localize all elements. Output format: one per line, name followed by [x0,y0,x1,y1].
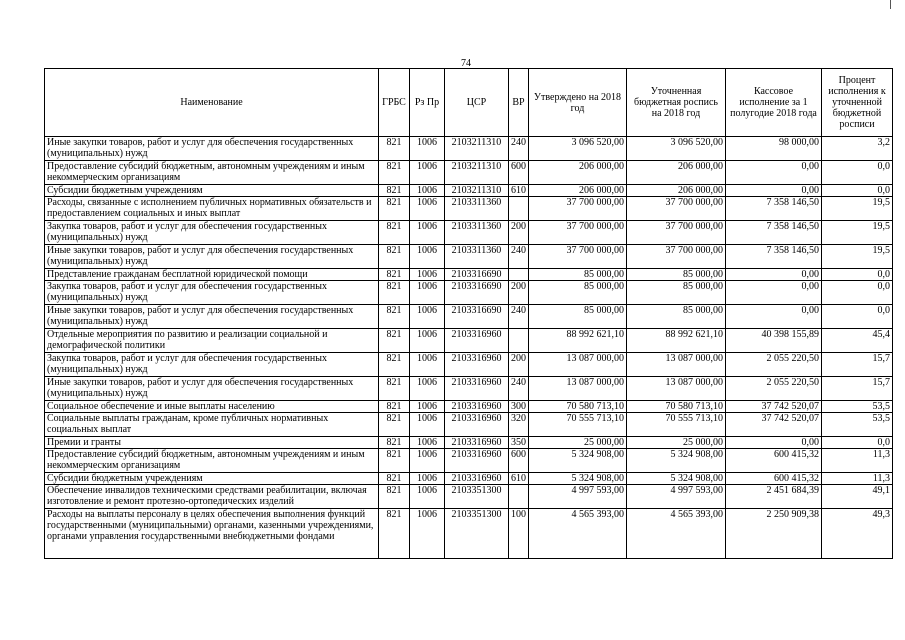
row-csr-cell: 2103316960 [445,377,509,401]
table-row [45,401,893,413]
row-grbs-cell: 821 [379,377,410,401]
row-name-cell: Отдельные мероприятия по развитию и реализации социальной и демографической политики [45,329,379,353]
row-cash-cell: 37 742 520,07 [726,413,822,437]
row-vr-cell: 240 [509,377,529,401]
row-grbs-cell: 821 [379,485,410,509]
row-grbs-cell: 821 [379,401,410,413]
row-approved-cell: 25 000,00 [529,437,627,449]
row-name-cell: Иные закупки товаров, работ и услуг для обеспечения государственных (муниципальных) нужд [45,137,379,161]
row-csr-cell: 2103316960 [445,473,509,485]
row-cash-cell: 2 055 220,50 [726,377,822,401]
row-percent-cell: 0,0 [822,185,893,197]
row-name-cell: Обеспечение инвалидов техническими средствами реабилитации, включая изготовление и ремонт протезно-ортопедических изделий [45,485,379,509]
row-grbs-cell: 821 [379,221,410,245]
row-percent-cell: 19,5 [822,245,893,269]
edge-mark [890,0,891,9]
row-rzpr-cell: 1006 [410,197,445,221]
table-row [45,377,893,401]
row-revised-cell: 70 555 713,10 [627,413,726,437]
row-approved-cell: 206 000,00 [529,161,627,185]
row-percent-cell: 49,1 [822,485,893,509]
row-revised-cell: 4 565 393,00 [627,509,726,559]
row-revised-cell: 3 096 520,00 [627,137,726,161]
row-cash-cell: 2 250 909,38 [726,509,822,559]
table-row [45,413,893,437]
row-percent-cell: 49,3 [822,509,893,559]
row-percent-cell: 11,3 [822,473,893,485]
row-revised-cell: 25 000,00 [627,437,726,449]
row-percent-cell: 3,2 [822,137,893,161]
row-approved-cell: 5 324 908,00 [529,449,627,473]
row-cash-cell: 0,00 [726,437,822,449]
row-csr-cell: 2103316960 [445,413,509,437]
row-vr-cell [509,269,529,281]
row-csr-cell: 2103311360 [445,221,509,245]
row-approved-cell: 85 000,00 [529,281,627,305]
row-revised-cell: 13 087 000,00 [627,353,726,377]
table-row [45,197,893,221]
row-grbs-cell: 821 [379,413,410,437]
row-cash-cell: 600 415,32 [726,473,822,485]
row-vr-cell: 610 [509,185,529,197]
row-name-cell: Субсидии бюджетным учреждениям [45,185,379,197]
row-revised-cell: 4 997 593,00 [627,485,726,509]
row-vr-cell: 240 [509,245,529,269]
row-approved-cell: 4 565 393,00 [529,509,627,559]
row-name-cell: Предоставление субсидий бюджетным, автономным учреждениям и иным некоммерческим организациям [45,161,379,185]
row-grbs-cell: 821 [379,161,410,185]
table-row [45,509,893,559]
row-name-cell: Расходы на выплаты персоналу в целях обеспечения выполнения функций государственными (муниципальными) органами, казенными учреждениями, органами управления государственными внебюджетными фондами [45,509,379,559]
row-csr-cell: 2103316960 [445,437,509,449]
header-rzpr: Рз Пр [410,69,445,137]
row-percent-cell: 0,0 [822,269,893,281]
row-percent-cell: 0,0 [822,281,893,305]
row-name-cell: Закупка товаров, работ и услуг для обеспечения государственных (муниципальных) нужд [45,353,379,377]
row-csr-cell: 2103316960 [445,401,509,413]
row-grbs-cell: 821 [379,269,410,281]
row-csr-cell: 2103311360 [445,197,509,221]
table-row [45,485,893,509]
row-cash-cell: 7 358 146,50 [726,221,822,245]
header-percent: Процент исполнения к уточненной бюджетной росписи [822,69,893,137]
row-grbs-cell: 821 [379,197,410,221]
row-approved-cell: 3 096 520,00 [529,137,627,161]
row-rzpr-cell: 1006 [410,221,445,245]
row-percent-cell: 0,0 [822,305,893,329]
header-grbs: ГРБС [379,69,410,137]
row-rzpr-cell: 1006 [410,509,445,559]
row-rzpr-cell: 1006 [410,473,445,485]
row-percent-cell: 53,5 [822,401,893,413]
row-vr-cell: 240 [509,137,529,161]
row-revised-cell: 5 324 908,00 [627,473,726,485]
row-revised-cell: 5 324 908,00 [627,449,726,473]
row-percent-cell: 45,4 [822,329,893,353]
header-cash: Кассовое исполнение за 1 полугодие 2018 года [726,69,822,137]
row-name-cell: Представление гражданам бесплатной юридической помощи [45,269,379,281]
row-cash-cell: 7 358 146,50 [726,197,822,221]
row-vr-cell: 610 [509,473,529,485]
row-csr-cell: 2103311360 [445,245,509,269]
row-revised-cell: 85 000,00 [627,305,726,329]
row-vr-cell [509,329,529,353]
row-approved-cell: 4 997 593,00 [529,485,627,509]
row-revised-cell: 88 992 621,10 [627,329,726,353]
row-cash-cell: 2 055 220,50 [726,353,822,377]
row-name-cell: Иные закупки товаров, работ и услуг для обеспечения государственных (муниципальных) нужд [45,245,379,269]
page-number: 74 [461,58,471,69]
table-row [45,305,893,329]
row-rzpr-cell: 1006 [410,161,445,185]
row-vr-cell: 320 [509,413,529,437]
row-csr-cell: 2103351300 [445,485,509,509]
row-csr-cell: 2103316690 [445,305,509,329]
row-csr-cell: 2103351300 [445,509,509,559]
header-vr: ВР [509,69,529,137]
row-cash-cell: 37 742 520,07 [726,401,822,413]
row-name-cell: Закупка товаров, работ и услуг для обеспечения государственных (муниципальных) нужд [45,221,379,245]
table-row [45,437,893,449]
row-approved-cell: 206 000,00 [529,185,627,197]
row-grbs-cell: 821 [379,473,410,485]
row-grbs-cell: 821 [379,509,410,559]
table-row [45,221,893,245]
row-rzpr-cell: 1006 [410,305,445,329]
header-name: Наименование [45,69,379,137]
row-approved-cell: 85 000,00 [529,305,627,329]
row-percent-cell: 15,7 [822,377,893,401]
row-grbs-cell: 821 [379,353,410,377]
row-cash-cell: 600 415,32 [726,449,822,473]
row-grbs-cell: 821 [379,137,410,161]
row-cash-cell: 0,00 [726,269,822,281]
table-row [45,473,893,485]
row-name-cell: Расходы, связанные с исполнением публичных нормативных обязательств и предоставлением социальных и иных выплат [45,197,379,221]
row-grbs-cell: 821 [379,305,410,329]
row-rzpr-cell: 1006 [410,269,445,281]
row-rzpr-cell: 1006 [410,485,445,509]
header-csr: ЦСР [445,69,509,137]
row-percent-cell: 19,5 [822,221,893,245]
row-percent-cell: 53,5 [822,413,893,437]
row-vr-cell: 100 [509,509,529,559]
row-cash-cell: 0,00 [726,281,822,305]
row-rzpr-cell: 1006 [410,281,445,305]
row-name-cell: Социальное обеспечение и иные выплаты населению [45,401,379,413]
row-csr-cell: 2103316690 [445,281,509,305]
row-rzpr-cell: 1006 [410,401,445,413]
row-csr-cell: 2103316960 [445,329,509,353]
row-vr-cell: 200 [509,353,529,377]
table-row [45,269,893,281]
row-cash-cell: 2 451 684,39 [726,485,822,509]
row-approved-cell: 85 000,00 [529,269,627,281]
row-vr-cell: 200 [509,281,529,305]
row-grbs-cell: 821 [379,185,410,197]
row-percent-cell: 0,0 [822,161,893,185]
row-rzpr-cell: 1006 [410,353,445,377]
row-approved-cell: 37 700 000,00 [529,245,627,269]
row-approved-cell: 5 324 908,00 [529,473,627,485]
row-revised-cell: 85 000,00 [627,281,726,305]
row-grbs-cell: 821 [379,281,410,305]
row-revised-cell: 37 700 000,00 [627,197,726,221]
row-approved-cell: 37 700 000,00 [529,197,627,221]
row-name-cell: Иные закупки товаров, работ и услуг для обеспечения государственных (муниципальных) нужд [45,377,379,401]
header-approved: Утверждено на 2018 год [529,69,627,137]
row-approved-cell: 88 992 621,10 [529,329,627,353]
table-row [45,245,893,269]
row-revised-cell: 85 000,00 [627,269,726,281]
row-name-cell: Иные закупки товаров, работ и услуг для обеспечения государственных (муниципальных) нужд [45,305,379,329]
table-row [45,137,893,161]
row-name-cell: Социальные выплаты гражданам, кроме публичных нормативных социальных выплат [45,413,379,437]
row-vr-cell: 300 [509,401,529,413]
table-row [45,281,893,305]
table-body [45,137,893,559]
row-vr-cell: 600 [509,161,529,185]
row-rzpr-cell: 1006 [410,185,445,197]
row-csr-cell: 2103316960 [445,449,509,473]
row-revised-cell: 13 087 000,00 [627,377,726,401]
row-rzpr-cell: 1006 [410,413,445,437]
row-cash-cell: 0,00 [726,161,822,185]
row-revised-cell: 70 580 713,10 [627,401,726,413]
header-revised: Уточненная бюджетная роспись на 2018 год [627,69,726,137]
row-vr-cell: 600 [509,449,529,473]
table-row [45,449,893,473]
row-rzpr-cell: 1006 [410,377,445,401]
row-csr-cell: 2103211310 [445,161,509,185]
header-row [45,69,893,137]
row-cash-cell: 98 000,00 [726,137,822,161]
table-row [45,161,893,185]
row-approved-cell: 13 087 000,00 [529,377,627,401]
row-grbs-cell: 821 [379,449,410,473]
row-name-cell: Премии и гранты [45,437,379,449]
row-rzpr-cell: 1006 [410,449,445,473]
row-name-cell: Закупка товаров, работ и услуг для обеспечения государственных (муниципальных) нужд [45,281,379,305]
row-rzpr-cell: 1006 [410,329,445,353]
row-grbs-cell: 821 [379,245,410,269]
row-name-cell: Субсидии бюджетным учреждениям [45,473,379,485]
row-vr-cell: 200 [509,221,529,245]
row-revised-cell: 37 700 000,00 [627,221,726,245]
row-cash-cell: 7 358 146,50 [726,245,822,269]
row-cash-cell: 0,00 [726,305,822,329]
row-vr-cell: 240 [509,305,529,329]
row-cash-cell: 40 398 155,89 [726,329,822,353]
row-rzpr-cell: 1006 [410,437,445,449]
row-csr-cell: 2103211310 [445,137,509,161]
row-vr-cell [509,197,529,221]
row-percent-cell: 11,3 [822,449,893,473]
table-row [45,329,893,353]
row-revised-cell: 37 700 000,00 [627,245,726,269]
row-approved-cell: 13 087 000,00 [529,353,627,377]
row-name-cell: Предоставление субсидий бюджетным, автономным учреждениям и иным некоммерческим организациям [45,449,379,473]
row-rzpr-cell: 1006 [410,245,445,269]
row-revised-cell: 206 000,00 [627,185,726,197]
row-approved-cell: 70 580 713,10 [529,401,627,413]
budget-table [44,68,893,559]
row-approved-cell: 37 700 000,00 [529,221,627,245]
row-grbs-cell: 821 [379,329,410,353]
row-approved-cell: 70 555 713,10 [529,413,627,437]
table-row [45,185,893,197]
row-vr-cell [509,485,529,509]
row-csr-cell: 2103316960 [445,353,509,377]
row-grbs-cell: 821 [379,437,410,449]
row-csr-cell: 2103211310 [445,185,509,197]
table-row [45,353,893,377]
row-rzpr-cell: 1006 [410,137,445,161]
row-revised-cell: 206 000,00 [627,161,726,185]
row-percent-cell: 0,0 [822,437,893,449]
row-csr-cell: 2103316690 [445,269,509,281]
row-vr-cell: 350 [509,437,529,449]
row-percent-cell: 19,5 [822,197,893,221]
row-percent-cell: 15,7 [822,353,893,377]
row-cash-cell: 0,00 [726,185,822,197]
